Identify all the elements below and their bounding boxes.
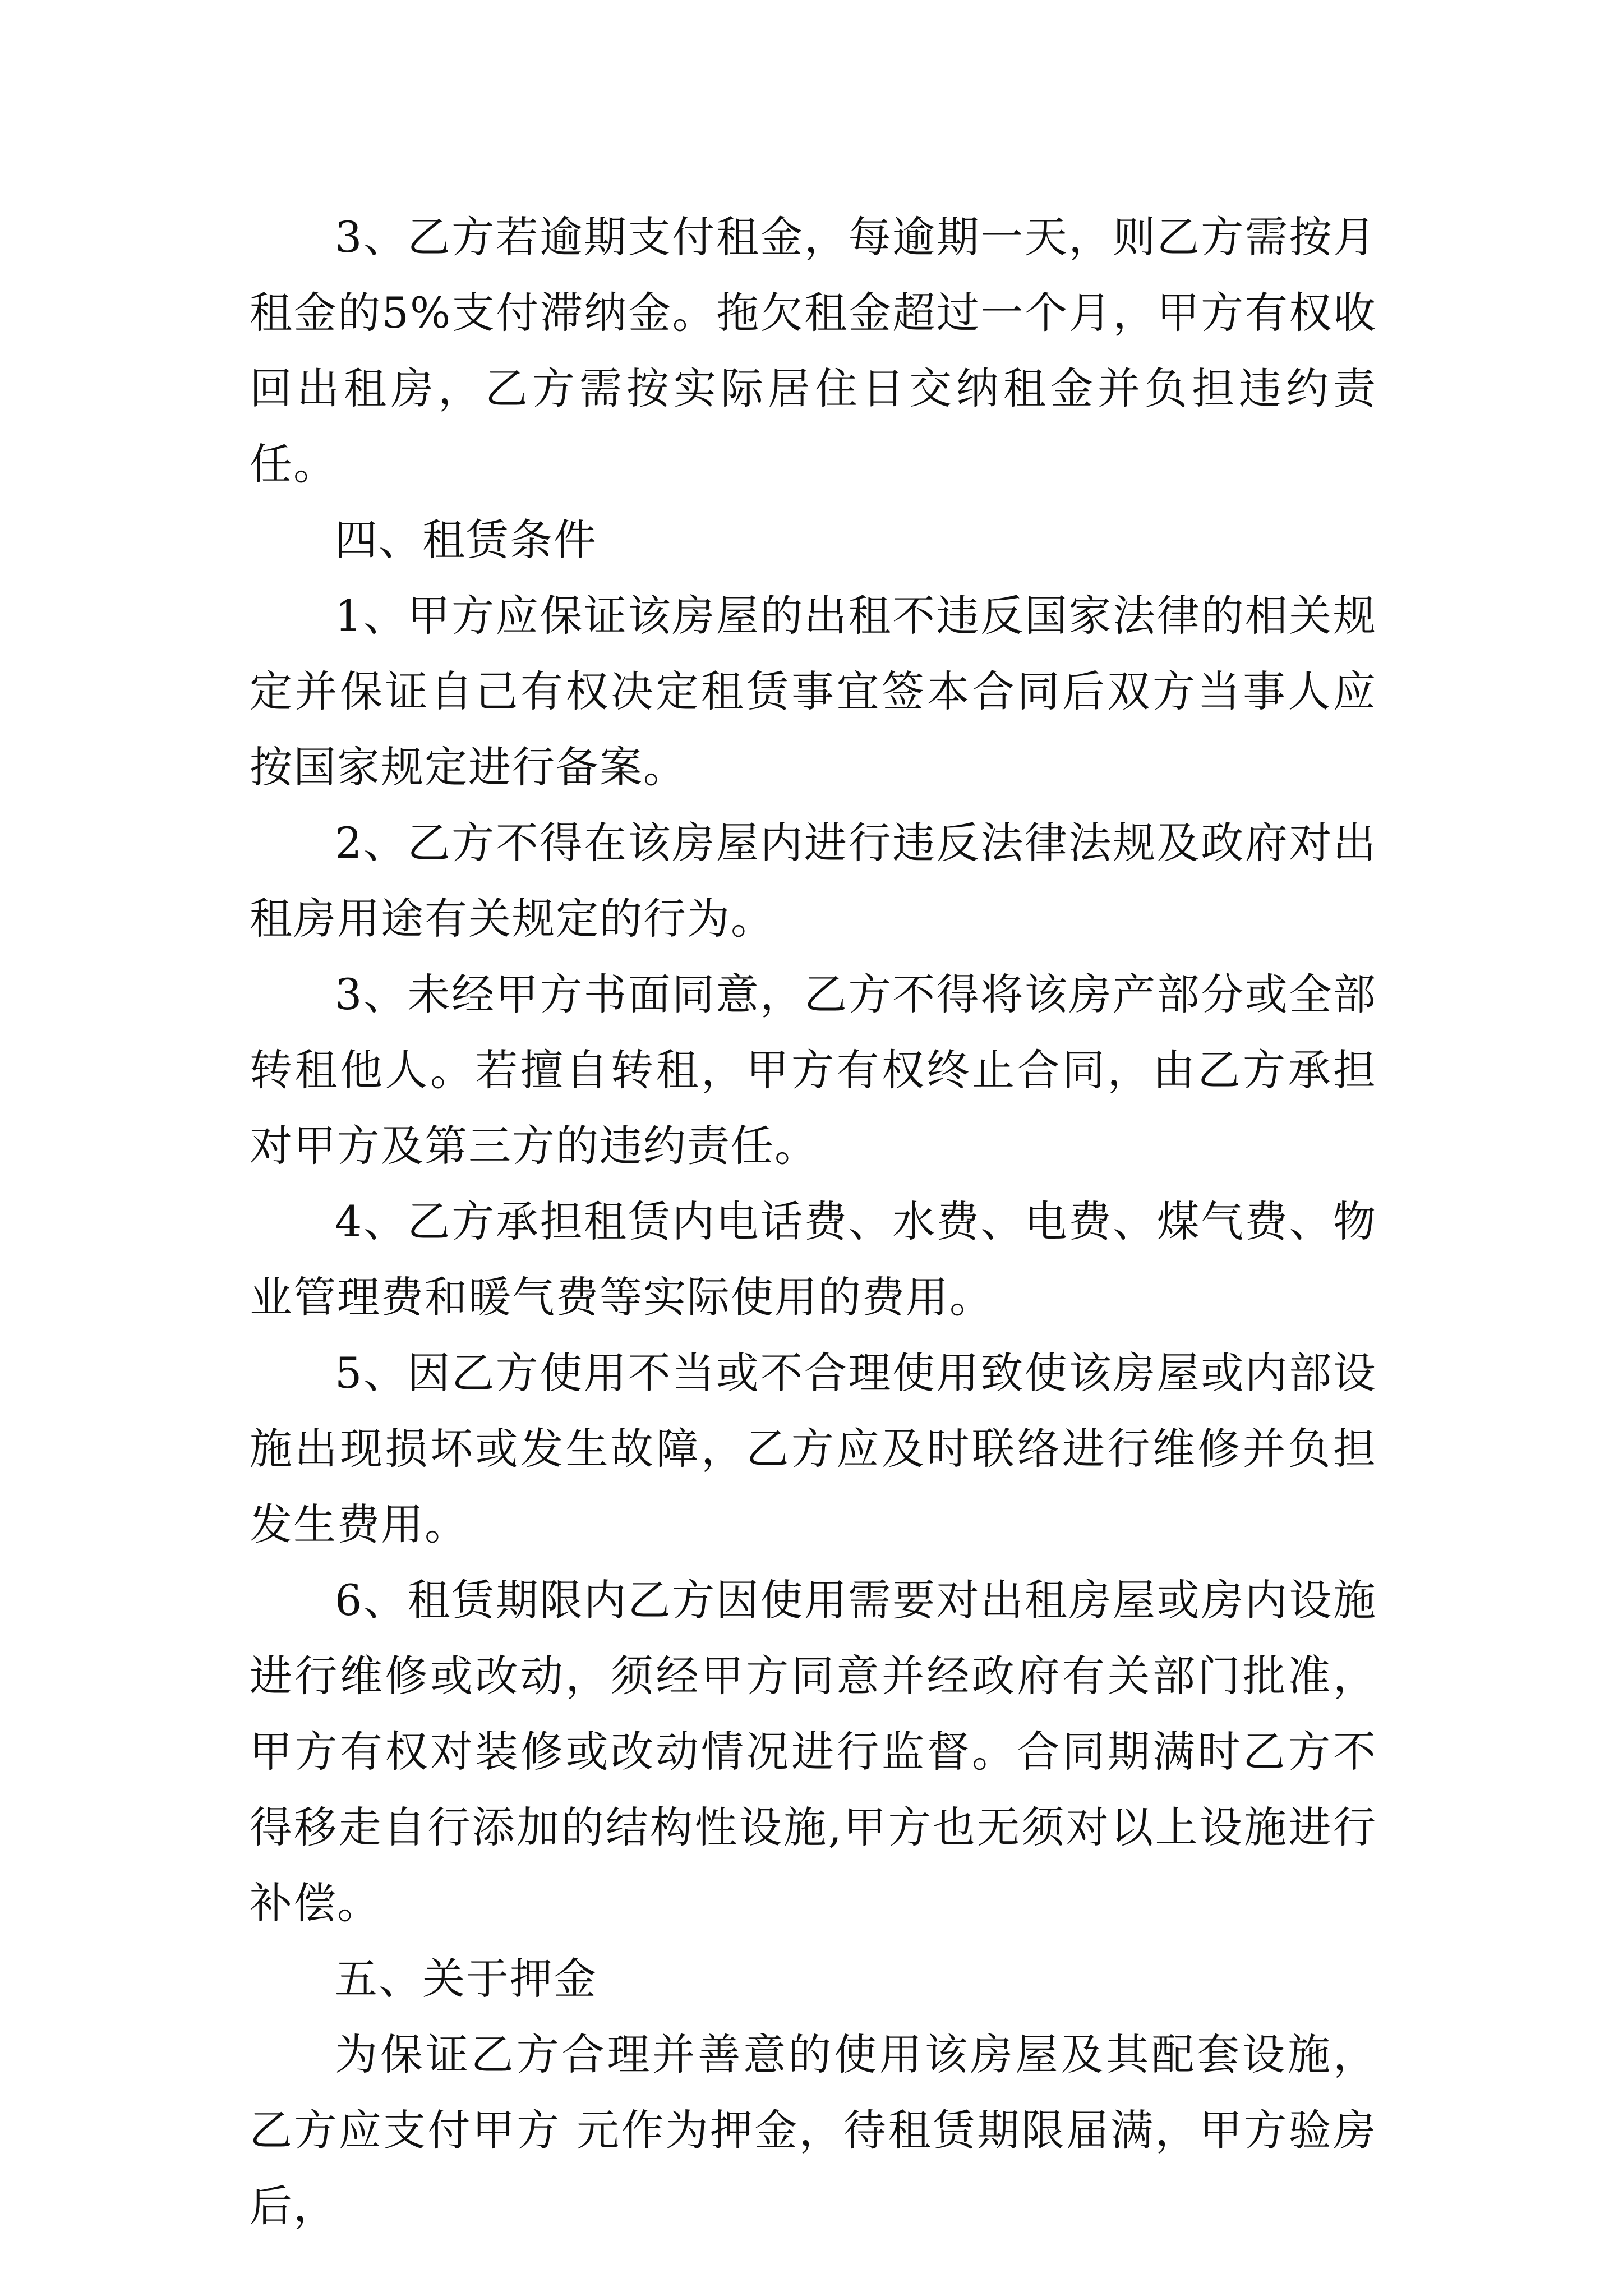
document-body (250, 199, 1377, 2244)
paragraph-condition-6: 6、租赁期限内乙方因使用需要对出租房屋或房内设施进行维修或改动，须经甲方同意并经政府有关部门批准，甲方有权对装修或改动情况进行监督。合同期满时乙方不得移走自行添加的结构性设施,甲方也无须对以上设施进行补偿。 (250, 1575, 1377, 1928)
paragraph-condition-1: 1、甲方应保证该房屋的出租不违反国家法律的相关规定并保证自己有权决定租赁事宜签本合同后双方当事人应按国家规定进行备案。 (250, 591, 1377, 792)
paragraph-deposit: 为保证乙方合理并善意的使用该房屋及其配套设施，乙方应支付甲方 元作为押金，待租赁期限届满，甲方验房后， (250, 2030, 1377, 2231)
section-heading-deposit: 五、关于押金 (335, 1954, 597, 2004)
paragraph-condition-3: 3、未经甲方书面同意，乙方不得将该房产部分或全部转租他人。若擅自转租，甲方有权终止合同，由乙方承担对甲方及第三方的违约责任。 (250, 969, 1377, 1171)
paragraph-condition-4: 4、乙方承担租赁内电话费、水费、电费、煤气费、物业管理费和暖气费等实际使用的费用。 (250, 1197, 1377, 1322)
paragraph-late-payment: 3、乙方若逾期支付租金，每逾期一天，则乙方需按月租金的5%支付滞纳金。拖欠租金超过一个月，甲方有权收回出租房，乙方需按实际居住日交纳租金并负担违约责任。 (250, 212, 1377, 489)
paragraph-condition-5: 5、因乙方使用不当或不合理使用致使该房屋或内部设施出现损坏或发生故障，乙方应及时联络进行维修并负担发生费用。 (250, 1348, 1377, 1549)
section-heading-lease-conditions: 四、租赁条件 (335, 515, 597, 565)
paragraph-condition-2: 2、乙方不得在该房屋内进行违反法律法规及政府对出租房用途有关规定的行为。 (250, 818, 1377, 944)
